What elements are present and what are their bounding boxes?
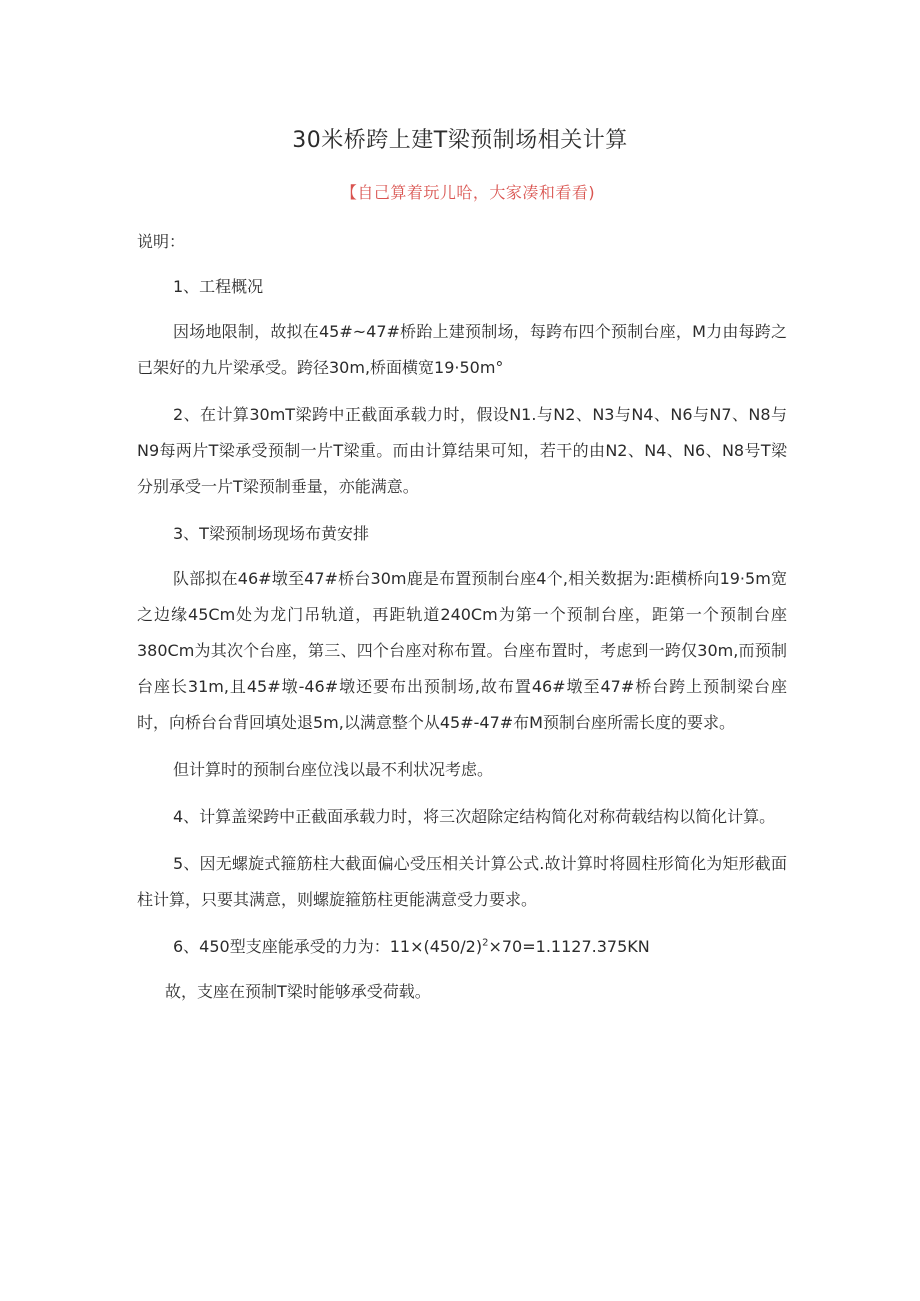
- paragraph-section-1-body: 因场地限制，故拟在45#~47#桥跆上建预制场，每跨布四个预制台座，M力由每跨之已架好的九片梁承受。跨径30m,桥面横宽19·50m°: [137, 322, 787, 377]
- document-title: 30米桥跨上建T梁预制场相关计算: [292, 128, 628, 153]
- paragraph-section-6: [137, 929, 787, 965]
- document-subtitle: 【自己算着玩儿哈，大家凑和看看): [340, 183, 596, 202]
- paragraph-section-5: 5、因无螺旋式箍筋柱大截面偏心受压相关计算公式.故计算时将圆柱形简化为矩形截面柱计算，只要其满意，则螺旋箍筋柱更能满意受力要求。: [137, 854, 787, 909]
- formula-part-1: 6、450型支座能承受的力为：11×(450/2): [173, 937, 483, 956]
- paragraph-conclusion: 故，支座在预制T梁时能够承受荷载。: [165, 982, 431, 1001]
- paragraph-section-3-body: 队部拟在46#墩至47#桥台30m鹿是布置预制台座4个,相关数据为:距横桥向19·5m宽之边缘45Cm处为龙门吊轨道，再距轨道240Cm为第一个预制台座，距第一个预制台座380Cm为其次个台座，第三、四个台座对称布置。台座布置时，考虑到一跨仅30m,而预制台座长31m,且45#墩-46#墩还要布出预制场,故布置46#墩至47#桥台跨上预制梁台座时，向桥台台背回填处退5m,以满意整个从45#-47#布M预制台座所需长度的要求。: [137, 569, 787, 732]
- paragraph-section-3-note: 但计算时的预制台座位浅以最不利状况考虑。: [173, 760, 494, 779]
- paragraph-section-1-heading: 1、工程概况: [173, 277, 264, 296]
- document-body: [137, 224, 787, 1021]
- paragraph-section-3-heading: 3、T梁预制场现场布黄安排: [173, 524, 369, 543]
- formula-part-2: ×70=1.1127.375KN: [488, 937, 650, 956]
- paragraph-section-4: 4、计算盖梁跨中正截面承载力时，将三次超除定结构简化对称荷载结构以简化计算。: [173, 807, 776, 826]
- formula-exponent: 2: [482, 937, 489, 949]
- paragraph-intro: 说明：: [137, 232, 186, 251]
- paragraph-section-2: 2、在计算30mT梁跨中正截面承载力时，假设N1.与N2、N3与N4、N6与N7、N8与N9每两片T梁承受预制一片T梁重。而由计算结果可知，若干的由N2、N4、N6、N8号T梁分别承受一片T梁预制垂量，亦能满意。: [137, 405, 787, 496]
